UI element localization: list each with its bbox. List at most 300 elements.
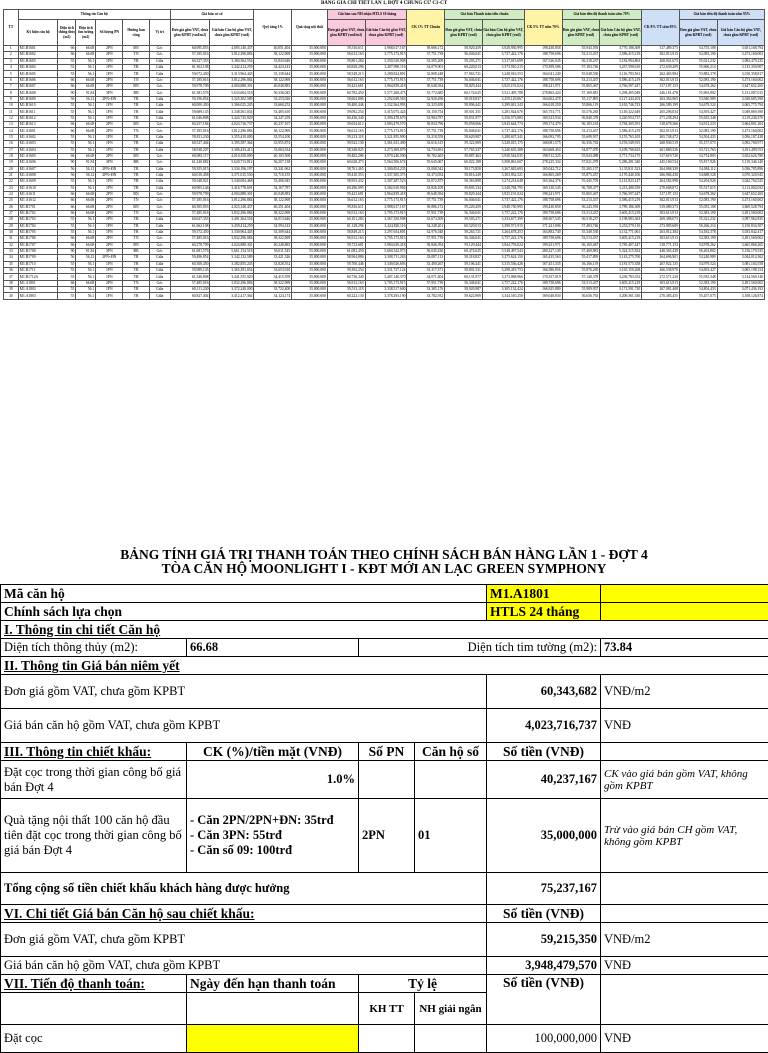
price-cell: 4,004,888,301 [210,84,254,90]
col-header-due-date: Ngày đến hạn thanh toán [187,975,359,993]
price-cell: 55,000,000 [292,249,328,255]
price-cell: Giữa [149,172,170,178]
col-header-prepay95-unit-price: Đơn giá gồm VAT, chưa gồm KPBT (vnđ) [679,20,717,46]
price-cell: 53,882,378 [679,71,717,77]
price-cell: 56.1 [76,141,96,147]
price-cell: 31 [4,236,19,242]
price-cell: 3,042,704,525 [717,179,764,185]
price-cell: 3,390,571,915 [482,223,524,229]
price-cell: 3,334,196,197 [210,166,254,172]
price-cell: 3,193,549,915 [600,141,642,147]
price-cell: 165,042,712 [524,166,562,172]
price-cell: 66.68 [76,280,96,286]
price-cell: 268,930,519 [642,141,680,147]
price-cell: 59,816,611 [327,204,365,210]
price-cell: 3,473,160,002 [717,198,764,204]
price-cell: 59,513,118 [327,287,365,293]
price-cell: Góc [149,52,170,58]
price-cell: 58,816,249 [445,172,483,178]
price-cell: 25 [4,198,19,204]
price-cell: 317,187,153 [642,191,680,197]
price-cell: 2PN [96,84,123,90]
price-cell: 56,046,041 [445,198,483,204]
price-cell: 59,496,854 [170,255,210,261]
price-cell: 268,041,673 [642,58,680,64]
price-cell: 58,363,898 [445,179,483,185]
price-cell: 66 [58,52,76,58]
price-cell: 3,134,569,140 [717,274,764,280]
price-cell: 448,363,438 [642,249,680,255]
price-cell: 66.68 [76,210,96,216]
price-cell: 56 [58,172,76,178]
price-cell: 58,761,465 [327,166,365,172]
price-cell: 33,616,315 [407,141,445,147]
price-cell: 22 [4,179,19,185]
area-clear-value: 66.68 [187,639,359,657]
price-cell: 3,366,025,245 [210,103,254,109]
price-cell: 165,753,771 [524,109,562,115]
unit-code-label: Mã căn hộ [1,585,487,603]
price-cell: 57,021,078 [562,160,600,166]
price-cell: 33,373,054 [407,172,445,178]
price-cell: Giữa [149,179,170,185]
price-cell: 33,309,644 [254,229,292,235]
price-cell: 3,925,191,024 [482,84,524,90]
group-header-normal: Giá bán Thanh toán tiêu chuẩn [445,10,525,20]
price-cell: 168,081,575 [524,141,562,147]
price-cell: 266,984,430 [642,172,680,178]
price-cell: 278,225,334 [524,160,562,166]
price-cell: 56.1 [76,134,96,140]
price-cell: Giữa [149,166,170,172]
price-cell: 169,523,934 [524,115,562,121]
price-cell: M1.A1608 [18,172,58,178]
price-cell: 3,832,296,884 [210,236,254,242]
price-cell: 33,826,109 [407,185,445,191]
price-cell: 3,280,824,801 [365,71,407,77]
price-cell: 3,757,222,176 [482,280,524,286]
price-cell: 57,485,016 [170,236,210,242]
price-cell: 2PN [96,46,123,52]
price-cell: 3,970,246,500 [365,153,407,159]
price-cell: 3,491,560,002 [717,210,764,216]
price-cell: 33,323,650 [407,103,445,109]
price-cell: 3,665,868,265 [717,242,764,248]
price-cell: 3,119,240,376 [717,115,764,121]
price-cell: 2 [4,52,19,58]
price-cell: 21 [4,172,19,178]
price-cell: ĐN [123,191,149,197]
price-cell: 56,346,041 [445,236,483,242]
price-cell: 1PN [96,109,123,115]
price-cell: 3,171,591,720 [600,287,642,293]
price-cell: 66 [58,198,76,204]
price-cell: 2PN [96,198,123,204]
price-cell: 1PN [96,115,123,121]
price-cell: 54,877,070 [562,147,600,153]
price-cell: 61,046,808 [170,115,210,121]
price-cell: 55,000,000 [292,90,328,96]
price-cell: 2PN [96,236,123,242]
price-cell: 267,081,408 [642,287,680,293]
price-cell: 302,013,913 [642,198,680,204]
final-amount-header: Số tiền (VNĐ) [487,905,601,923]
col-header-fund: Quỹ tăng 1% [254,10,292,46]
price-cell: 35,000,000 [292,293,328,299]
group-header-prepay70: Giá bán tiền độ thanh toán sớm 70% [562,10,642,20]
price-cell: 9 [4,96,19,102]
price-cell: Giữa [149,261,170,267]
price-cell: 6 [4,77,19,83]
price-cell: 55 [58,141,76,147]
price-cell: 5,324,315,824 [600,249,642,255]
price-cell: 5,548,497,543 [482,249,524,255]
price-cell: 55 [58,109,76,115]
price-cell: 3,307,287,523 [365,179,407,185]
price-cell: 189,758,696 [524,236,562,242]
price-cell: 57,140,378 [562,274,600,280]
price-cell: 3,028,685,598 [717,96,764,102]
price-cell: 32,808,248 [407,71,445,77]
price-cell: 56,218,237 [562,58,600,64]
price-cell: 56,656,763 [562,293,600,299]
price-cell: 3,325,302,589 [210,96,254,102]
price-cell: 3,065,775,794 [717,103,764,109]
price-cell: 60,131,977 [445,274,483,280]
price-cell: 57,185,016 [170,52,210,58]
unit-code-value[interactable]: M1.A1801 [487,585,601,603]
price-cell: 55 [58,261,76,267]
price-cell: TB [123,268,149,274]
price-cell: 34,013,646 [254,217,292,223]
price-cell: 59,423,681 [327,191,365,197]
price-cell: 5,131,087,015 [717,90,764,96]
price-cell: 66 [58,84,76,90]
list-price-unit: VNĐ [601,709,768,743]
price-cell: ĐN [123,122,149,128]
price-cell: 60,278,709 [170,242,210,248]
price-cell: 55 [58,134,76,140]
price-cell: 265,748,472 [642,134,680,140]
price-cell: TB [123,65,149,71]
price-cell: 263,363,965 [642,96,680,102]
price-cell: 3,112,002,032 [717,185,764,191]
total-discount-note [601,873,768,905]
col-header-ratio: Tỷ lệ [359,975,487,993]
price-cell: Giữa [149,223,170,229]
price-cell: 3,812,296,884 [210,52,254,58]
price-cell: 54,754,803 [679,153,717,159]
price-cell: 34,167,787 [254,185,292,191]
price-cell: 3,401,364,554 [210,217,254,223]
price-cell: 35,000,000 [292,172,328,178]
price-cell: 30 [4,229,19,235]
price-cell: TB [123,217,149,223]
price-cell: TN [123,52,149,58]
price-cell: ĐB [123,160,149,166]
col-header-balcony: Hướng ban công [123,20,149,46]
price-cell: 55,000,000 [292,160,328,166]
price-cell: 33,139,644 [254,71,292,77]
price-cell: 3,757,222,176 [482,236,524,242]
price-cell: 3,337,305,375 [365,172,407,178]
price-cell: ĐN [123,153,149,159]
price-cell: 55,348,530 [562,229,600,235]
price-cell: 446,181,478 [642,90,680,96]
section-final-price: VI. Chi tiết Giá bán Căn hộ sau chiết khấu: [1,905,487,923]
col-header-position: Vị trí [149,20,170,46]
price-cell: 33,341,962 [254,166,292,172]
price-cell: 32,976,548 [407,229,445,235]
price-cell: M1.A1601 [18,128,58,134]
price-cell: 3,775,173,915 [365,52,407,58]
price-cell: Giữa [149,134,170,140]
price-cell: 3,473,160,002 [717,128,764,134]
price-cell: TN [123,280,149,286]
price-cell: 3,424,725,929 [210,115,254,121]
price-cell: 55 [58,179,76,185]
price-cell: 17 [4,147,19,153]
price-cell: 60,827,404 [170,293,210,299]
price-cell: 1PN [96,179,123,185]
price-cell: Góc [149,160,170,166]
price-cell: 2PN [96,122,123,128]
price-cell: 5,156,179,535 [717,249,764,255]
price-cell: 34,424,143 [254,65,292,71]
price-cell: TB [123,115,149,121]
price-cell: 35,000,000 [292,71,328,77]
price-cell: 36 [4,268,19,274]
price-cell: 55 [58,185,76,191]
price-cell: 3,342,132,589 [210,255,254,261]
gift-unit-number: 01 [415,799,487,873]
price-cell: 3,473,160,002 [717,52,764,58]
col-header-gift: Quà tặng nội thất [292,10,328,46]
price-cell: TB [123,229,149,235]
price-cell: 57,169,881 [562,90,600,96]
section-discount: III. Thông tin chiết khấu: [1,743,187,761]
price-cell: 166,586,856 [524,268,562,274]
price-cell: 3,349,026,693 [365,261,407,267]
price-cell: 3,355,410,000 [210,134,254,140]
price-cell: 199,430,858 [524,204,562,210]
price-cell: 266,538,970 [642,268,680,274]
price-cell: 55 [58,229,76,235]
price-cell: 66.68 [76,242,96,248]
price-cell: 3,350,520,908 [365,58,407,64]
price-cell: 3,605,415,219 [600,210,642,216]
price-cell: 56,840,378 [562,115,600,121]
price-cell: 19 [4,160,19,166]
price-cell: 59,213,118 [327,134,365,140]
price-cell: 55,157,073 [679,141,717,147]
price-cell: 4,025,140,437 [210,204,254,210]
price-cell: TB [123,147,149,153]
price-cell: 1PN [96,261,123,267]
col-header-htls-price: Giá bán Căn hộ gồm VAT, chưa gồm KPBT (vnđ) [365,20,407,46]
total-discount-value: 75,237,167 [487,873,601,905]
price-cell: M1.B1609 [18,96,58,102]
price-cell: 3,948,730,995 [482,204,524,210]
price-cell: 60,220,013 [445,65,483,71]
price-cell: 66.68 [76,191,96,197]
price-cell: 3,984,639,418 [365,242,407,248]
price-cell: 53,213,437 [562,77,600,83]
price-cell: 5,620,713,812 [210,160,254,166]
price-cell: 37,951,739 [407,280,445,286]
price-cell: 33,904,787 [407,115,445,121]
price-cell: 58,920,987 [445,287,483,293]
price-cell: 61,240,882 [170,160,210,166]
price-cell: M1.B1601 [18,46,58,52]
price-cell: 3 [4,58,19,64]
price-cell: 270,383,455 [642,293,680,299]
price-cell: 3,988,617,167 [365,204,407,210]
price-cell: 171,241,006 [524,223,562,229]
price-cell: 39,648,394 [407,84,445,90]
price-cell: Giữa [149,141,170,147]
price-cell: 52,083,190 [679,77,717,83]
price-cell: 163,668,454 [524,147,562,153]
price-cell: 59,516,611 [327,46,365,52]
price-cell: 267,922,135 [642,261,680,267]
price-cell: Giữa [149,115,170,121]
price-cell: 40,048,883 [254,84,292,90]
price-cell: 91.84 [76,249,96,255]
price-cell: 35,000,000 [292,185,328,191]
price-cell: 55,943,089 [562,153,600,159]
price-cell: 35,000,000 [292,115,328,121]
price-cell: 35,000,000 [292,122,328,128]
col-header-normal-unit-price: Đơn giá gồm VAT, chưa gồm KPBT (vnđ) [445,20,483,46]
price-cell: 66 [58,280,76,286]
area-wall-label: Diện tích tim tường (m2): [359,639,601,657]
price-cell: 58,849,213 [327,229,365,235]
price-cell: TB [123,71,149,77]
price-row [4,293,765,299]
price-cell: 53,721,763 [679,147,717,153]
price-cell: 38,122,969 [254,198,292,204]
price-cell: 35,000,000 [292,229,328,235]
price-cell: 55,445,703 [562,179,600,185]
price-cell: 56.12 [76,172,96,178]
price-cell: 3,182,994,863 [600,58,642,64]
price-cell: 37,751,739 [407,52,445,58]
price-cell: 3,127,444,103 [600,96,642,102]
price-cell: 60,000,450 [170,103,210,109]
price-cell: TN [123,210,149,216]
price-cell: 198,241,971 [524,191,562,197]
price-cell: 35,000,000 [292,217,328,223]
price-cell: 59,801,284 [327,58,365,64]
price-cell: 1PN [96,229,123,235]
price-cell: 3,065,198,154 [717,268,764,274]
price-cell: 3,775,173,915 [365,128,407,134]
payment-calculation-form [0,584,768,1053]
price-cell: 60,327,353 [170,58,210,64]
price-cell: 3,011,499,553 [717,147,764,153]
price-cell: 35,000,000 [292,274,328,280]
price-cell: 189,758,696 [524,210,562,216]
price-cell: M1.A1611 [18,191,58,197]
price-cell: 273,985,609 [642,223,680,229]
price-cell: 5,661,154,518 [210,249,254,255]
price-cell: 59,811,230 [170,134,210,140]
price-cell: 3,771,734,175 [600,153,642,159]
price-cell: 33,406,945 [254,179,292,185]
price-cell: ĐB [123,249,149,255]
deposit-due-date-input[interactable] [187,1025,359,1053]
price-cell: 54,240,989 [679,255,717,261]
deposit-discount-percent: 1.0% [187,761,359,799]
price-cell: 59,372,450 [170,229,210,235]
price-cell: 35,000,000 [292,84,328,90]
price-cell: Góc [149,198,170,204]
price-cell: 164,041,240 [524,71,562,77]
price-cell: 34,594,143 [254,223,292,229]
price-cell: 33,955,874 [254,141,292,147]
price-cell: Giữa [149,268,170,274]
price-cell: 3,416,778,691 [210,185,254,191]
price-cell: 35,000,000 [292,198,328,204]
price-cell: 3,135,811,523 [600,166,642,172]
price-cell: 3PN [96,90,123,96]
price-cell: 20 [4,166,19,172]
price-cell: 35,000,000 [292,287,328,293]
price-cell: 59,196,854 [170,96,210,102]
price-cell: Giữa [149,109,170,115]
total-discount-label: Tổng cộng số tiền chiết khấu khách hàng được hưởng [1,873,487,905]
price-cell: Giữa [149,185,170,191]
price-cell: 53,513,437 [562,210,600,216]
price-cell: 55 [58,287,76,293]
price-cell: 55,943,593 [562,46,600,52]
price-cell: 66.68 [76,198,96,204]
price-cell: 188,758,696 [524,52,562,58]
price-cell: Góc [149,77,170,83]
price-cell: 2PN [96,77,123,83]
price-cell: 302,013,913 [642,128,680,134]
price-cell: Giữa [149,229,170,235]
price-cell: 35,000,000 [292,280,328,286]
price-cell: 58,501,331 [445,109,483,115]
price-cell: Góc [149,90,170,96]
price-cell: 54,393,427 [679,109,717,115]
price-cell: 55,866,119 [562,103,600,109]
price-cell: 3,983,479,570 [365,122,407,128]
price-cell: 3,198,983,363 [600,217,642,223]
price-cell: 14 [4,128,19,134]
price-cell: 60,111,230 [170,287,210,293]
price-cell: 55,055,108 [679,204,717,210]
policy-value[interactable]: HTLS 24 tháng [487,603,601,621]
price-cell: 34,247,259 [254,115,292,121]
price-cell: 90 [58,160,76,166]
col-header-pn: Số PN [359,743,415,761]
price-cell: 4,005,140,437 [210,46,254,52]
price-cell: 2PN+ĐN [96,255,123,261]
price-cell: 3,737,422,176 [482,77,524,83]
price-cell: 3,237,590,610 [600,65,642,71]
price-cell: 59,423,681 [327,84,365,90]
price-cell: 54,804,433 [679,287,717,293]
price-cell: 2PN+ĐN [96,172,123,178]
price-cell: 10 [4,103,19,109]
price-cell: 56.1 [76,217,96,223]
price-cell: 3,832,296,884 [210,280,254,286]
price-cell: 58,904,886 [327,255,365,261]
price-cell: 33,072,875 [407,179,445,185]
